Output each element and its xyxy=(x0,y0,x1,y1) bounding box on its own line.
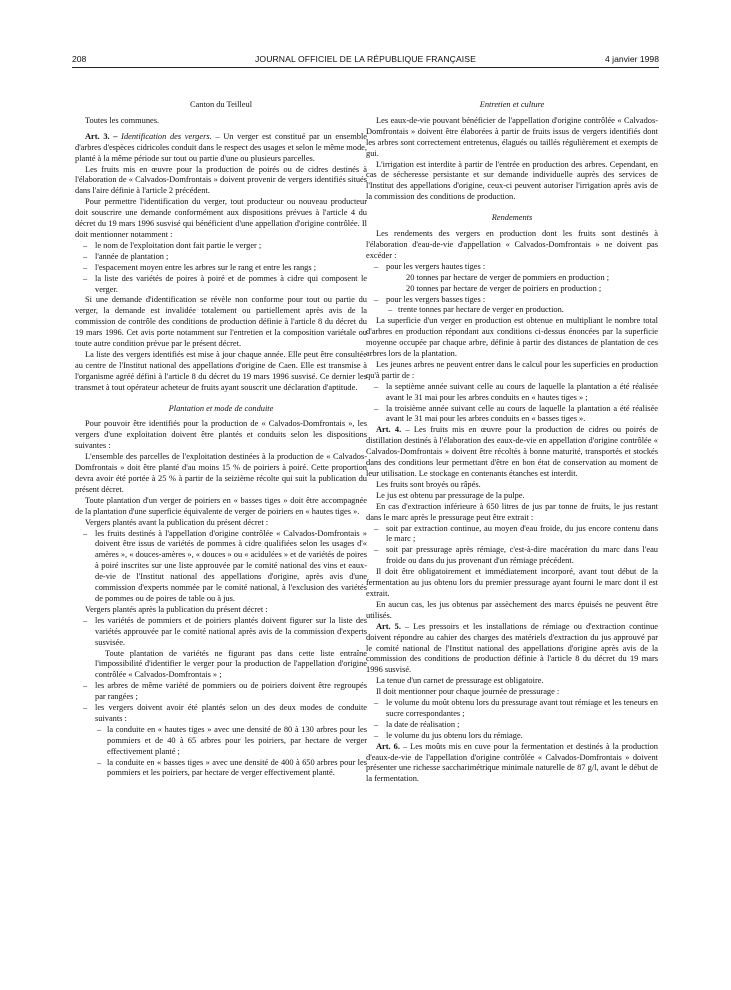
paragraph: Les fruits sont broyés ou râpés. xyxy=(376,479,481,489)
paragraph: En aucun cas, les jus obtenus par assèchement des marcs épuisés ne peuvent être utilisés. xyxy=(366,599,658,620)
modes-list xyxy=(75,725,367,780)
paragraph: Si une demande d'identification se révèle non conforme pour tout ou partie du verger, la demande est invalidée totalement ou partiellement après avis de la commission de contrôle des conditions de production définie à l'article 8 du décret du 19 mars 1996. Cet avis porte notamment sur l'entretien et la composition variétale ou toute autre condition prévue par le présent décret. xyxy=(75,295,367,349)
list-item: – les fruits destinés à l'appellation d'origine contrôlée « Calvados-Domfrontais » doivent être issus de variétés de pommes à cidre qualifiées selon les usages d'« amères », « douces-amères », « douces » ou « acidulées » et de variétés de poires à poiré inscrites sur une liste approuvée par le comité national des vins et eaux-de-vie de l'Institut national des appellations d'origine, après avis d'une commission d'experts nommée par le comité national, à l'exclusion des variétés de pommes ou de poires de table ou à jus. xyxy=(75,529,367,605)
section-heading: Rendements xyxy=(491,213,533,223)
article-3 xyxy=(75,132,367,165)
article-6 xyxy=(366,742,658,786)
art6-text: – Les moûts mis en cuve pour la fermentation et destinés à la production d'eaux-de-vie de l'appellation d'origine contrôlée « Calvados-Domfrontais » doivent présenter une richesse saccharimétrique minimale naturelle de 87 g/l, avant le début de la fermentation. xyxy=(366,741,658,784)
art5-label: Art. 5. xyxy=(376,621,401,631)
communes-line: Toutes les communes. xyxy=(85,115,160,125)
apres-list-2 xyxy=(75,681,367,725)
section-heading: Plantation et mode de conduite xyxy=(168,403,274,413)
avant-list xyxy=(75,529,367,605)
paragraph: Toute plantation de variétés ne figurant pas dans cette liste entraîne l'impossibilité d'identifier le verger pour la production de l'appellation d'origine contrôlée « Calvados-Domfrontais » ; xyxy=(95,648,367,680)
paragraph: Il doit être obligatoirement et immédiatement incorporé, avant tout début de la fermentation au jus obtenu lors du premier pressurage ayant fourni le marc dont il est extrait. xyxy=(366,567,658,598)
apres-list xyxy=(75,616,367,649)
list-item: – la septième année suivant celle au cours de laquelle la plantation a été réalisée avant le 31 mai pour les arbres conduits en « hautes tiges » ; xyxy=(366,382,658,404)
list-item: – trente tonnes par hectare de verger en production. xyxy=(366,305,658,316)
list-item: – le nom de l'exploitation dont fait partie le verger ; xyxy=(75,241,367,252)
art3-text: – Un verger est constitué par un ensemble d'arbres d'espèces cidricoles conduit dans le respect des usages et selon le même mode, planté à la même période sur tout ou partie d'une ou plusieurs parcelles. xyxy=(75,131,368,163)
paragraph: Pour pouvoir être identifiés pour la production de « Calvados-Domfrontais », les vergers d'une exploitation doivent être plantés et conduits selon les dispositions suivantes : xyxy=(75,419,367,451)
article-5 xyxy=(366,622,658,677)
list-item: – les arbres de même variété de pommiers ou de poiriers doivent être regroupés par rangées ; xyxy=(75,681,367,703)
header-rule xyxy=(72,67,659,68)
art3-label: Art. 3. – xyxy=(85,131,118,141)
paragraph: Pour permettre l'identification du verger, tout producteur ou nouveau producteur doit souscrire une demande conformément aux dispositions prévues à l'article 4 du décret du 19 mars 1996 susvisé qui bénéficient d'une appellation d'origine contrôlée. Il doit mentionner notamment : xyxy=(75,197,367,239)
section-heading: Entretien et culture xyxy=(479,100,545,109)
list-item: – la conduite en « basses tiges » avec une densité de 400 à 650 arbres pour les pommiers et les poiriers, par hectare de verger effectivement planté. xyxy=(75,758,367,780)
mention-list xyxy=(366,698,658,742)
paragraph: Les eaux-de-vie pouvant bénéficier de l'appellation d'origine contrôlée « Calvados-Domfrontais » doivent être élaborées à partir de fruits issus de vergers identifiés dont les arbres sont correctement entretenus, élagués ou taillés régulièrement et exempts de gui. xyxy=(366,115,658,158)
list-item: – les variétés de pommiers et de poiriers plantés doivent figurer sur la liste des variétés approuvée par le comité national après avis de la commission d'experts susvisée. xyxy=(75,616,367,649)
list-item: – les vergers doivent avoir été plantés selon un des deux modes de conduite suivants : xyxy=(75,703,367,725)
jeunes-list xyxy=(366,382,658,426)
basses-sublist xyxy=(366,305,658,316)
rendement-line: 20 tonnes par hectare de verger de poiriers en production ; xyxy=(406,283,602,293)
paragraph: La superficie d'un verger en production est obtenue en multipliant le nombre total d'arbres en production répondant aux conditions ci-dessus énoncées par la superficie moyenne occupée par chaque arbre, définie à partir des distances de plantation de ces arbres lors de la plantation. xyxy=(366,316,658,359)
paragraph: Il doit mentionner pour chaque journée de pressurage : xyxy=(376,687,560,697)
art5-text: – Les pressoirs et les installations de rémiage ou d'extraction continue doivent répondre au cahier des charges des matériels d'extraction du jus approuvé par le comité national de l'Institut national des appellations d'origine après avis de la commission des conditions de production définie à l'article 8 du décret du 19 mars 1996 susvisé. xyxy=(366,621,658,675)
paragraph: La tenue d'un carnet de pressurage est obligatoire. xyxy=(376,676,544,686)
paragraph: L'ensemble des parcelles de l'exploitation destinées à la production de « Calvados-Domfrontais » doit être planté d'au moins 15 % de poiriers à poiré. Cette proportion devra avoir été portée à 25 % à partir de la seizième récolte qui suit la publication du présent décret. xyxy=(75,452,367,494)
paragraph: Les jeunes arbres ne peuvent entrer dans le calcul pour les superficies en production qu'à partir de : xyxy=(366,359,658,380)
right-column xyxy=(366,100,658,785)
list-item: – le volume du moût obtenu lors du pressurage avant tout rémiage et les teneurs en sucre correspondantes ; xyxy=(366,698,658,720)
paragraph: Toute plantation d'un verger de poiriers en « basses tiges » doit être accompagnée de la plantation d'une superficie équivalente de verger de poiriers en « hautes tiges ». xyxy=(75,495,367,516)
paragraph: Vergers plantés avant la publication du présent décret : xyxy=(85,517,269,527)
hautes-list xyxy=(366,262,658,273)
list-item: – pour les vergers basses tiges : xyxy=(366,295,658,306)
list-item: – la liste des variétés de poires à poiré et de pommes à cidre qui composent le verger. xyxy=(75,274,367,296)
canton-title: Canton du Teilleul xyxy=(189,100,253,109)
list-item: – soit par pressurage après rémiage, c'est-à-dire macération du marc dans l'eau froide ou dans du jus provenant d'un rémiage précédent. xyxy=(366,545,658,567)
list-item: – l'espacement moyen entre les arbres sur le rang et entre les rangs ; xyxy=(75,263,367,274)
paragraph: Le jus est obtenu par pressurage de la pulpe. xyxy=(376,490,525,500)
list-item: – la troisième année suivant celle au cours de laquelle la plantation a été réalisée avant le 31 mai pour les arbres conduits en « basses tiges ». xyxy=(366,404,658,426)
identification-list xyxy=(75,241,367,296)
list-item: – la conduite en « hautes tiges » avec une densité de 80 à 130 arbres pour les pommiers et de 40 à 65 arbres pour les poiriers, par hectare de verger effectivement planté ; xyxy=(75,725,367,758)
art4-label: Art. 4. xyxy=(376,425,402,435)
list-item: – soit par extraction continue, au moyen d'eau froide, du jus encore contenu dans le marc ; xyxy=(366,524,658,546)
paragraph: La liste des vergers identifiés est mise à jour chaque année. Elle peut être consultée au centre de l'Institut national des appellations d'origine de Caen. Elle est transmise à l'organisme agréé défini à l'article 8 du décret du 19 mars 1996 susvisé. Ce dernier les transmet à tout opérateur acheteur de fruits ayant souscrit une déclaration d'aptitude. xyxy=(75,349,367,392)
art4-text: – Les fruits mis en œuvre pour la production de cidres ou poirés de distillation destinés à l'élaboration des eaux-de-vie en appellation d'origine contrôlée « Calvados-Domfrontais » doivent être récoltés à bonne maturité, transportés et stockés dans des conditions leur permettant d'être en bon état de conservation au moment de leur utilisation. Le stockage en contenants étanches est interdit. xyxy=(366,425,658,478)
paragraph: Vergers plantés après la publication du présent décret : xyxy=(85,604,268,614)
basses-list xyxy=(366,295,658,306)
page-header xyxy=(72,54,659,68)
page-number: 208 xyxy=(72,54,87,64)
paragraph: Les fruits mis en œuvre pour la production de poirés ou de cidres destinés à l'élaboration de « Calvados-Domfrontais » doivent provenir de vergers identifiés situés dans l'aire définie à l'article 2 précédent. xyxy=(75,164,367,196)
paragraph: L'irrigation est interdite à partir de l'entrée en production des arbres. Cependant, en cas de sécheresse persistante et sur demande individuelle auprès des services de l'Institut des appellations d'origine, ceux-ci peuvent autoriser l'irrigation après avis de la commission des conditions de production. xyxy=(366,159,658,202)
list-item: – le volume du jus obtenu lors du rémiage. xyxy=(366,731,658,742)
extraction-list xyxy=(366,524,658,568)
paragraph: Les rendements des vergers en production dont les fruits sont destinés à l'élaboration d'eau-de-vie d'appellation « Calvados-Domfrontais » ne doivent pas excéder : xyxy=(366,229,658,260)
journal-title: JOURNAL OFFICIEL DE LA RÉPUBLIQUE FRANÇAISE xyxy=(255,54,476,64)
rendement-line: 20 tonnes par hectare de verger de pommiers en production ; xyxy=(406,272,610,282)
left-column xyxy=(75,100,367,779)
list-item: – l'année de plantation ; xyxy=(75,252,367,263)
issue-date: 4 janvier 1998 xyxy=(605,54,659,64)
art3-title: Identification des vergers. xyxy=(121,131,212,141)
paragraph: En cas d'extraction inférieure à 650 litres de jus par tonne de fruits, le jus restant dans le marc après le pressurage peut être extrait : xyxy=(366,501,658,522)
list-item: – pour les vergers hautes tiges : xyxy=(366,262,658,273)
art6-label: Art. 6. xyxy=(376,741,400,751)
list-item: – la date de réalisation ; xyxy=(366,720,658,731)
article-4 xyxy=(366,425,658,480)
